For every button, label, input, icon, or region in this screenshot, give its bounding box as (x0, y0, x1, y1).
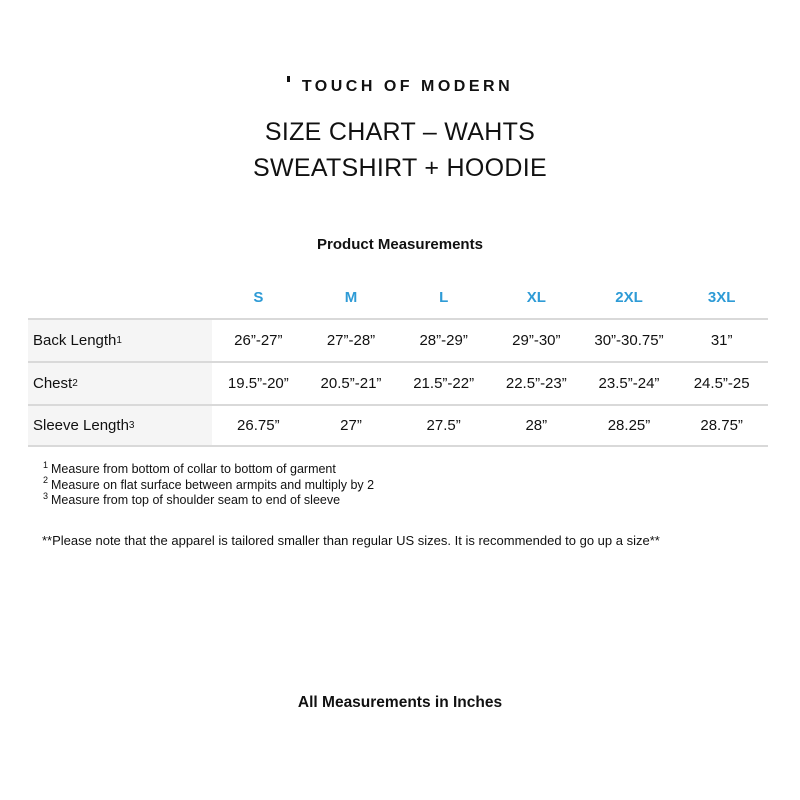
footnote-1-text: Measure from bottom of collar to bottom of garment (51, 462, 336, 476)
page-title-line1: SIZE CHART – WAHTS (264, 118, 536, 146)
cell-sleeve-length-3xl: 28.75” (700, 417, 743, 434)
page-title-line2: SWEATSHIRT + HOODIE (253, 154, 547, 182)
cell-chest-3xl: 24.5”-25 (693, 375, 750, 392)
section-heading: Product Measurements (317, 236, 483, 253)
table-row-chest (28, 361, 768, 404)
footnote-3 (43, 493, 374, 509)
cell-sleeve-length-xl: 28” (525, 417, 548, 434)
brand-logo (0, 76, 800, 96)
footnote-1-marker: 1 (43, 459, 49, 470)
table-row-back-length (28, 318, 768, 361)
header-size-l: L (439, 288, 449, 306)
logo-tick-icon (287, 76, 290, 82)
page-title (0, 114, 800, 186)
footer-text: All Measurements in Inches (297, 694, 503, 711)
row-label-sleeve-length: Sleeve Length 3 (28, 406, 212, 445)
sizing-note: **Please note that the apparel is tailored smaller than regular US sizes. It is recommended to go up a size** (42, 533, 660, 548)
footnote-3-marker: 3 (43, 491, 49, 502)
cell-back-length-xl: 29”-30” (512, 332, 561, 349)
row-label-text: Chest (33, 375, 73, 392)
row-label-chest: Chest 2 (28, 363, 212, 404)
footnotes (43, 459, 375, 509)
cell-sleeve-length-2xl: 28.25” (607, 417, 651, 434)
row-label-text: Back Length (33, 332, 117, 349)
cell-back-length-m: 27”-28” (326, 332, 376, 349)
header-size-m: M (344, 288, 358, 306)
footnote-2-text: Measure on flat surface between armpits and multiply by 2 (51, 477, 375, 492)
cell-sleeve-length-l: 27.5” (426, 417, 461, 434)
row-label-text: Sleeve Length (33, 417, 129, 434)
header-size-xl: XL (526, 288, 546, 306)
cell-chest-2xl: 23.5”-24” (598, 375, 660, 392)
cell-chest-s: 19.5”-20” (227, 375, 289, 392)
row-label-back-length: Back Length 1 (28, 320, 212, 361)
measurements-table (28, 276, 768, 447)
header-size-s: S (253, 288, 264, 306)
header-size-3xl: 3XL (707, 288, 736, 306)
cell-back-length-2xl: 30”-30.75” (594, 332, 664, 349)
cell-back-length-l: 28”-29” (419, 332, 468, 349)
cell-back-length-s: 26”-27” (234, 332, 283, 349)
cell-chest-m: 20.5”-21” (320, 375, 382, 392)
cell-chest-xl: 22.5”-23” (505, 375, 567, 392)
cell-sleeve-length-m: 27” (340, 417, 362, 434)
footnote-3-text: Measure from top of shoulder seam to end of sleeve (51, 493, 341, 508)
table-row-sleeve-length (28, 404, 768, 447)
header-empty-cell (28, 276, 212, 318)
footnote-2 (43, 475, 375, 494)
footnote-1 (43, 459, 374, 478)
brand-logo-text: TOUCH OF MODERN (301, 78, 514, 95)
header-size-2xl: 2XL (615, 288, 643, 306)
cell-back-length-3xl: 31” (710, 332, 733, 349)
footnote-2-marker: 2 (43, 475, 49, 486)
cell-sleeve-length-s: 26.75” (237, 417, 280, 434)
cell-chest-l: 21.5”-22” (413, 375, 475, 392)
table-header-row (28, 276, 768, 318)
